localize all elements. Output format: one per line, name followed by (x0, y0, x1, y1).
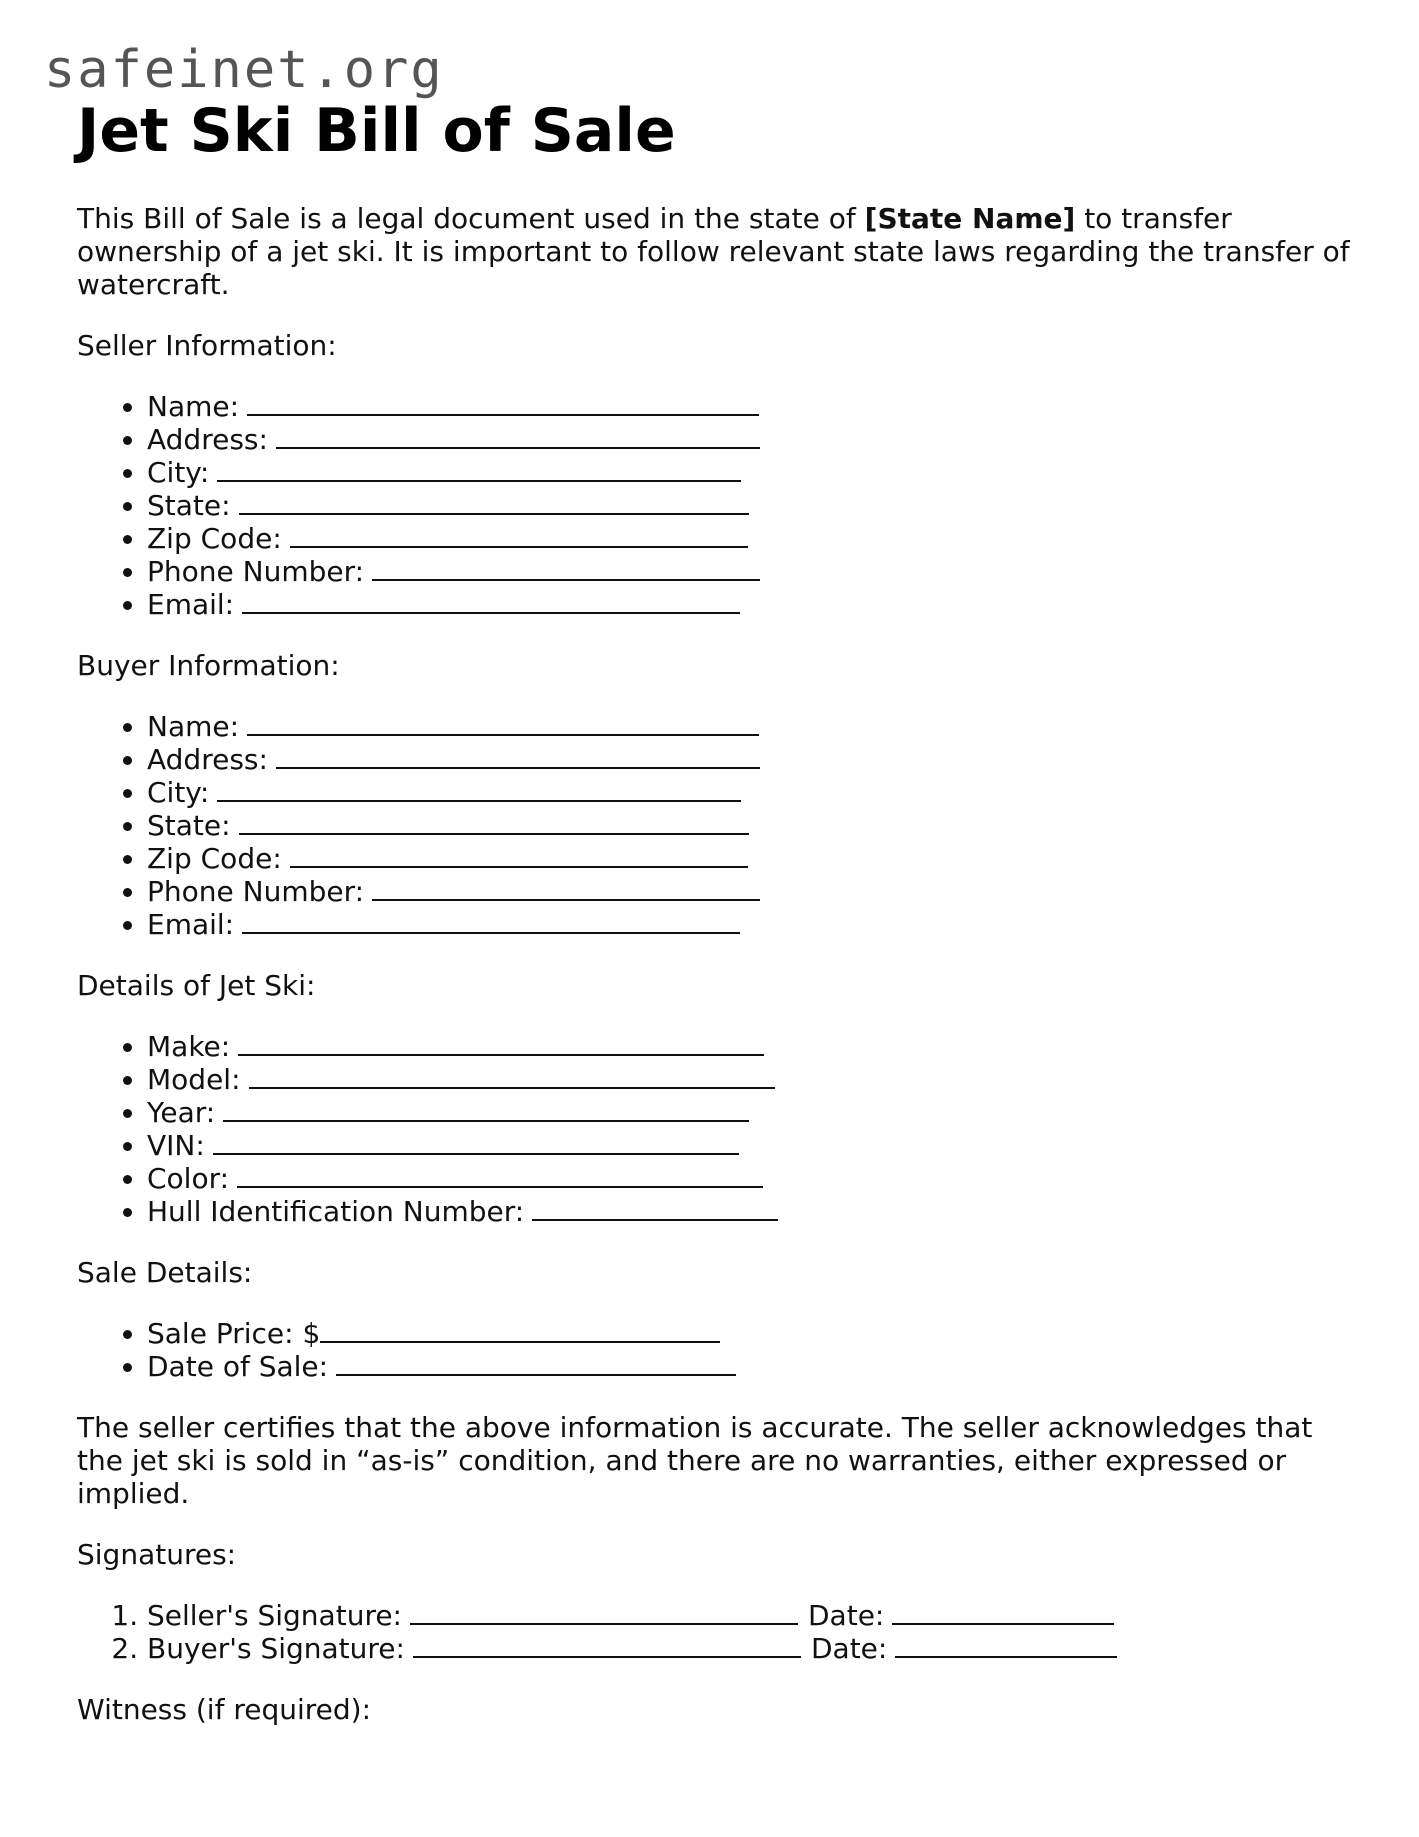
buyer-city-blank[interactable] (217, 776, 741, 802)
watermark: safeinet.org (44, 40, 444, 100)
seller-name-blank[interactable] (247, 390, 759, 416)
seller-city-blank[interactable] (217, 456, 741, 482)
jetski-fields (77, 1030, 1357, 1228)
sale-heading: Sale Details: (77, 1256, 253, 1289)
buyer-city-field: • City: (147, 776, 1357, 809)
jetski-model-blank[interactable] (249, 1063, 775, 1089)
intro-text-before: This Bill of Sale is a legal document used in the state of (77, 202, 865, 235)
buyer-email-blank[interactable] (242, 908, 740, 934)
seller-state-field: • State: (147, 489, 1357, 522)
seller-signature-row: 1. Seller's Signature: Date: (147, 1599, 1357, 1632)
witness-heading: Witness (if required): (77, 1693, 372, 1726)
jetski-year-field: • Year: (147, 1096, 1357, 1129)
jetski-color-field: • Color: (147, 1162, 1357, 1195)
signature-lines (77, 1599, 1357, 1665)
buyer-phone-blank[interactable] (372, 875, 760, 901)
sale-fields (77, 1317, 1357, 1383)
buyer-state-field: • State: (147, 809, 1357, 842)
jetski-model-field: • Model: (147, 1063, 1357, 1096)
intro-paragraph (77, 202, 1357, 301)
jetski-hull-id-field: • Hull Identification Number: (147, 1195, 1357, 1228)
jetski-year-blank[interactable] (223, 1096, 749, 1122)
seller-phone-blank[interactable] (372, 555, 760, 581)
buyer-zip-blank[interactable] (290, 842, 748, 868)
seller-email-field: • Email: (147, 588, 1357, 621)
certification-paragraph: The seller certifies that the above information is accurate. The seller acknowledges that the jet ski is sold in “as-is” condition, and there are no warranties, either expressed or implied. (77, 1411, 1313, 1510)
buyer-phone-field: • Phone Number: (147, 875, 1357, 908)
seller-zip-blank[interactable] (290, 522, 748, 548)
document-page (77, 95, 1357, 1726)
sale-date-blank[interactable] (336, 1350, 736, 1376)
jetski-color-blank[interactable] (237, 1162, 763, 1188)
buyer-address-blank[interactable] (276, 743, 760, 769)
page-title: Jet Ski Bill of Sale (77, 96, 676, 166)
sale-date-field: • Date of Sale: (147, 1350, 1357, 1383)
jetski-vin-field: • VIN: (147, 1129, 1357, 1162)
seller-signature-blank[interactable] (410, 1599, 798, 1625)
buyer-email-field: • Email: (147, 908, 1357, 941)
seller-zip-field: • Zip Code: (147, 522, 1357, 555)
buyer-date-blank[interactable] (895, 1632, 1117, 1658)
buyer-address-field: • Address: (147, 743, 1357, 776)
seller-phone-field: • Phone Number: (147, 555, 1357, 588)
seller-date-blank[interactable] (892, 1599, 1114, 1625)
seller-address-field: • Address: (147, 423, 1357, 456)
seller-fields (77, 390, 1357, 621)
jetski-heading: Details of Jet Ski: (77, 969, 316, 1002)
seller-heading: Seller Information: (77, 329, 337, 362)
buyer-signature-row: 2. Buyer's Signature: Date: (147, 1632, 1357, 1665)
buyer-zip-field: • Zip Code: (147, 842, 1357, 875)
sale-price-field: • Sale Price: $ (147, 1317, 1357, 1350)
sale-price-blank[interactable] (320, 1317, 720, 1343)
buyer-name-blank[interactable] (247, 710, 759, 736)
state-name-placeholder: [State Name] (864, 202, 1076, 235)
buyer-fields (77, 710, 1357, 941)
seller-name-field: • Name: (147, 390, 1357, 423)
jetski-make-blank[interactable] (238, 1030, 764, 1056)
seller-date-label: Date: (808, 1599, 885, 1632)
seller-state-blank[interactable] (239, 489, 749, 515)
seller-email-blank[interactable] (242, 588, 740, 614)
seller-city-field: • City: (147, 456, 1357, 489)
buyer-date-label: Date: (810, 1632, 888, 1665)
jetski-make-field: • Make: (147, 1030, 1357, 1063)
jetski-hull-id-blank[interactable] (532, 1195, 778, 1221)
buyer-name-field: • Name: (147, 710, 1357, 743)
intro-text-after: to transfer ownership of a jet ski. It is important to follow relevant state laws regarding the transfer of watercraft. (77, 202, 1350, 301)
jetski-vin-blank[interactable] (213, 1129, 739, 1155)
signatures-heading: Signatures: (77, 1538, 237, 1571)
buyer-heading: Buyer Information: (77, 649, 340, 682)
seller-address-blank[interactable] (276, 423, 760, 449)
buyer-state-blank[interactable] (239, 809, 749, 835)
buyer-signature-blank[interactable] (413, 1632, 801, 1658)
